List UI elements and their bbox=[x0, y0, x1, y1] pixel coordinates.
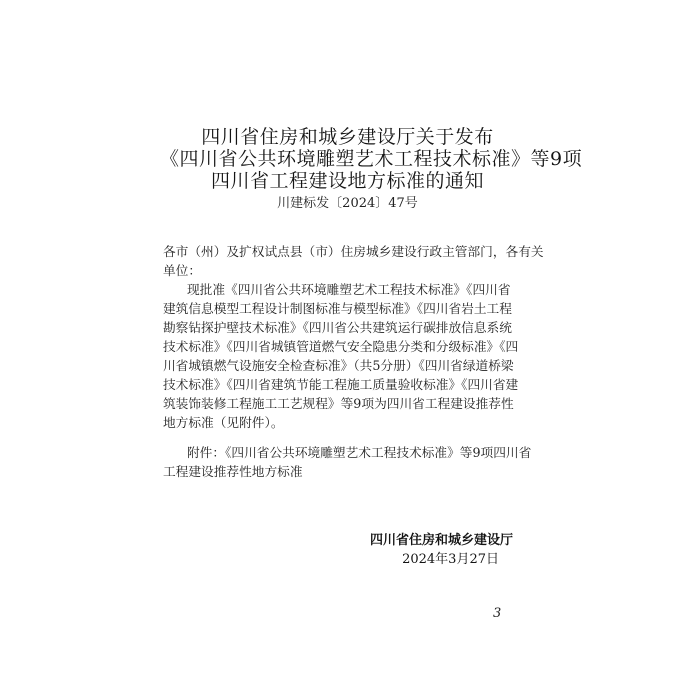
addressee-line-1: 各市（州）及扩权试点县（市）住房城乡建设行政主管部门，各有关 bbox=[163, 244, 544, 259]
title-line-1: 四川省住房和城乡建设厅关于发布 bbox=[201, 126, 494, 148]
body-line-6: 技术标准》《四川省建筑节能工程施工质量验收标准》《四川省建 bbox=[163, 377, 519, 392]
document-number: 川建标发〔2024〕47号 bbox=[277, 196, 418, 211]
body-line-4: 技术标准》《四川省城镇管道燃气安全隐患分类和分级标准》《四 bbox=[163, 339, 519, 354]
body-line-5: 川省城镇燃气设施安全检查标准》（共5分册）《四川省绿道桥梁 bbox=[163, 358, 514, 373]
signature-block bbox=[263, 531, 513, 569]
addressee-line-2: 单位： bbox=[163, 263, 202, 278]
body-line-2: 建筑信息模型工程设计制图标准与模型标准》《四川省岩土工程 bbox=[163, 301, 512, 316]
issue-date: 2024年3月27日 bbox=[402, 552, 499, 567]
attachment-line-1: 附件：《四川省公共环境雕塑艺术工程技术标准》等9项四川省 bbox=[187, 445, 532, 460]
title-line-3: 四川省工程建设地方标准的通知 bbox=[210, 170, 484, 192]
issuing-organization: 四川省住房和城乡建设厅 bbox=[369, 533, 513, 548]
body-line-3: 勘察钻探护壁技术标准》《四川省公共建筑运行碳排放信息系统 bbox=[163, 320, 512, 335]
attachment-line-2: 工程建设推荐性地方标准 bbox=[163, 464, 303, 479]
title-line-2: 《四川省公共环境雕塑艺术工程技术标准》等9项 bbox=[160, 148, 583, 170]
notice-title bbox=[160, 126, 583, 192]
body-line-7: 筑装饰装修工程施工工艺规程》等9项为四川省工程建设推荐性 bbox=[163, 396, 514, 411]
body-line-8: 地方标准（见附件）。 bbox=[163, 415, 284, 430]
body-line-1: 现批准《四川省公共环境雕塑艺术工程技术标准》《四川省 bbox=[187, 282, 511, 297]
notice-body bbox=[163, 242, 544, 481]
page-number: 3 bbox=[493, 606, 502, 621]
